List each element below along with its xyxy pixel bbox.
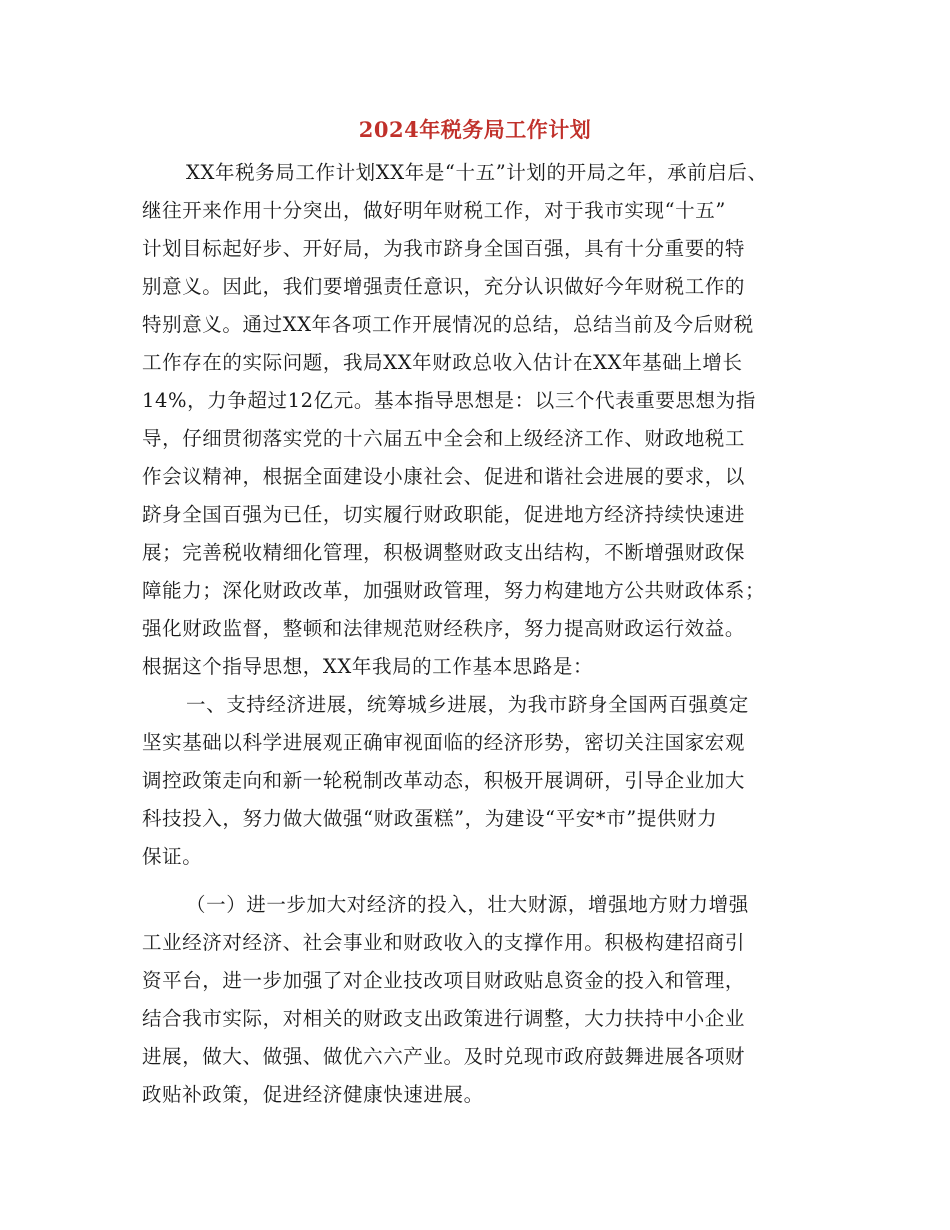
text-line: 导，仔细贯彻落实党的十六届五中全会和上级经济工作、财政地税工 (142, 427, 746, 450)
text-line: 14%，力争超过12亿元。基本指导思想是：以三个代表重要思想为指 (142, 389, 756, 412)
text-line: XX年税务局工作计划XX年是“十五”计划的开局之年，承前启后、 (186, 161, 768, 184)
text-line: 调控政策走向和新一轮税制改革动态，积极开展调研，引导企业加大 (142, 769, 746, 792)
text-line: 政贴补政策，促进经济健康快速进展。 (142, 1083, 484, 1106)
text-line: 根据这个指导思想，XX年我局的工作基本思路是： (142, 655, 594, 678)
text-line: 结合我市实际，对相关的财政支出政策进行调整，大力扶持中小企业 (142, 1007, 746, 1030)
text-line: 保证。 (142, 845, 203, 868)
text-line: 展；完善税收精细化管理，积极调整财政支出结构，不断增强财政保 (142, 541, 746, 564)
text-line: 科技投入，努力做大做强“财政蛋糕”，为建设“平安*市”提供财力 (142, 807, 718, 830)
text-line: 一、支持经济进展，统筹城乡进展，为我市跻身全国两百强奠定 (186, 693, 749, 716)
text-line: 工业经济对经济、社会事业和财政收入的支撑作用。积极构建招商引 (142, 931, 746, 954)
text-line: 障能力；深化财政改革，加强财政管理，努力构建地方公共财政体系； (142, 579, 766, 602)
text-line: 作会议精神，根据全面建设小康社会、促进和谐社会进展的要求，以 (142, 465, 746, 488)
text-line: 继往开来作用十分突出，做好明年财税工作，对于我市实现“十五” (142, 199, 726, 222)
text-line: 进展，做大、做强、做优六六产业。及时兑现市政府鼓舞进展各项财 (142, 1045, 746, 1068)
text-line: 计划目标起好步、开好局，为我市跻身全国百强，具有十分重要的特 (142, 237, 746, 260)
text-line: 特别意义。通过XX年各项工作开展情况的总结，总结当前及今后财税 (142, 313, 754, 336)
text-line: 跻身全国百强为已任，切实履行财政职能，促进地方经济持续快速进 (142, 503, 746, 526)
text-line: 工作存在的实际问题，我局XX年财政总收入估计在XX年基础上增长 (142, 351, 743, 374)
text-line: 强化财政监督，整顿和法律规范财经秩序，努力提高财政运行效益。 (142, 617, 746, 640)
document-title: 2024年税务局工作计划 (358, 117, 592, 142)
text-line: （一）进一步加大对经济的投入，壮大财源，增强地方财力增强 (186, 893, 749, 916)
text-line: 别意义。因此，我们要增强责任意识，充分认识做好今年财税工作的 (142, 275, 746, 298)
text-line: 资平台，进一步加强了对企业技改项目财政贴息资金的投入和管理， (142, 969, 746, 992)
text-line: 坚实基础以科学进展观正确审视面临的经济形势，密切关注国家宏观 (142, 731, 746, 754)
